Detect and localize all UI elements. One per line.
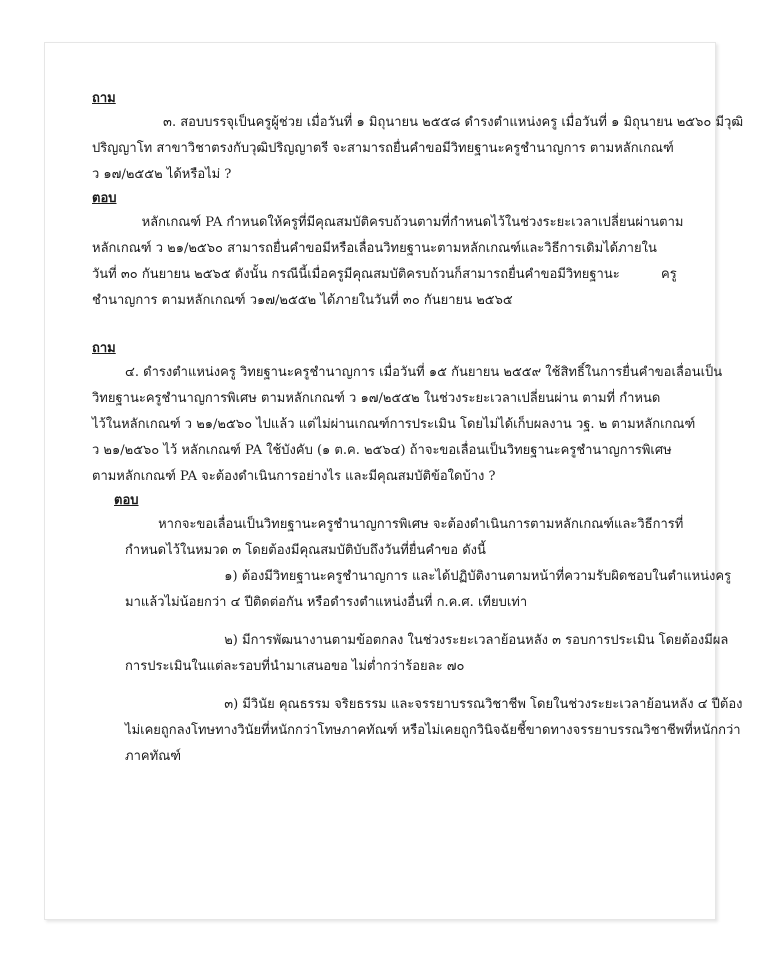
question-label: ถาม (92, 341, 116, 356)
answer-line: การประเมินในแต่ละรอบที่นำมาเสนอขอ ไม่ต่ำกว่าร้อยละ ๗๐ (92, 659, 465, 674)
answer-line: วันที่ ๓๐ กันยายน ๒๕๖๕ ดังนั้น กรณีนี้เมื่อครูมีคุณสมบัติครบถ้วนก็สามารถยื่นคำขอมีวิทยฐานะ ครู (92, 267, 677, 282)
question-line: วิทยฐานะครูชำนาญการพิเศษ ตามหลักเกณฑ์ ว ๑๗/๒๕๕๒ ในช่วงระยะเวลาเปลี่ยนผ่าน ตามที่ กำหนด (92, 391, 661, 406)
question-text (92, 110, 744, 188)
question-label: ถาม (92, 91, 116, 106)
answer-line: กำหนดไว้ในหมวด ๓ โดยต้องมีคุณสมบัติบับถึงวันที่ยื่นคำขอ ดังนี้ (92, 543, 486, 558)
answer-line: ไม่เคยถูกลงโทษทางวินัยที่หนักกว่าโทษภาคทัณฑ์ หรือไม่เคยถูกวินิจฉัยชี้ขาดทางจรรยาบรรณวิชาชีพที่หนักกว่า (92, 723, 741, 738)
answer-line: หลักเกณฑ์ ว ๒๑/๒๕๖๐ สามารถยื่นคำขอมีหรือเลื่อนวิทยฐานะตามหลักเกณฑ์และวิธีการเดิมได้ภายใน (92, 241, 657, 256)
qa-section-3 (92, 88, 744, 314)
answer-text (92, 210, 692, 314)
question-line: ปริญญาโท สาขาวิชาตรงกับวุฒิปริญญาตรี จะสามารถยื่นคำขอมีวิทยฐานะครูชำนาญการ ตามหลักเกณฑ์ (92, 141, 674, 156)
answer-line: ๓) มีวินัย คุณธรรม จริยธรรม และจรรยาบรรณวิชาชีพ โดยในช่วงระยะเวลาย้อนหลัง ๔ ปีต้อง (92, 697, 743, 712)
answer-line: ภาคทัณฑ์ (92, 749, 182, 764)
question-line: ว ๒๑/๒๕๖๐ ไว้ หลักเกณฑ์ PA ใช้บังคับ (๑ ต.ค. ๒๕๖๔) ถ้าจะขอเลื่อนเป็นวิทยฐานะครูชำนาญการพิเศษ (92, 443, 672, 458)
answer-label: ตอบ (92, 191, 117, 206)
answer-line: ๒) มีการพัฒนางานตามข้อตกลง ในช่วงระยะเวลาย้อนหลัง ๓ รอบการประเมิน โดยต้องมีผล (92, 633, 729, 648)
qa-section-4 (92, 338, 743, 770)
question-line: ๓. สอบบรรจุเป็นครูผู้ช่วย เมื่อวันที่ ๑ มิถุนายน ๒๕๕๘ ดำรงตำแหน่งครู เมื่อวันที่ ๑ มิถุนายน ๒๕๖๐ มีวุฒิ (130, 115, 744, 130)
answer-line: หากจะขอเลื่อนเป็นวิทยฐานะครูชำนาญการพิเศษ จะต้องดำเนินการตามหลักเกณฑ์และวิธีการที่ (92, 517, 684, 532)
answer-spacer (92, 680, 692, 692)
answer-line: ๑) ต้องมีวิทยฐานะครูชำนาญการ และได้ปฏิบัติงานตามหน้าที่ความรับผิดชอบในตำแหน่งครู (92, 569, 732, 584)
answer-line: หลักเกณฑ์ PA กำหนดให้ครูที่มีคุณสมบัติครบถ้วนตามที่กำหนดไว้ในช่วงระยะเวลาเปลี่ยนผ่านตาม (92, 215, 684, 230)
question-text (92, 360, 723, 490)
answer-label: ตอบ (114, 493, 139, 508)
question-line: ไว้ในหลักเกณฑ์ ว ๒๑/๒๕๖๐ ไปแล้ว แต่ไม่ผ่านเกณฑ์การประเมิน โดยไม่ได้เก็บผลงาน วฐ. ๒ ตามหลักเกณฑ์ (92, 417, 696, 432)
answer-line: มาแล้วไม่น้อยกว่า ๔ ปีติดต่อกัน หรือดำรงตำแหน่งอื่นที่ ก.ค.ศ. เทียบเท่า (92, 595, 528, 610)
question-line: ๔. ดำรงตำแหน่งครู วิทยฐานะครูชำนาญการ เมื่อวันที่ ๑๕ กันยายน ๒๕๕๙ ใช้สิทธิ์ในการยื่นคำขอเลื่อนเป็น (92, 365, 723, 380)
answer-line: ชำนาญการ ตามหลักเกณฑ์ ว๑๗/๒๕๕๒ ได้ภายในวันที่ ๓๐ กันยายน ๒๕๖๕ (92, 293, 513, 308)
answer-spacer (92, 616, 692, 628)
answer-text (92, 512, 743, 770)
question-line: ตามหลักเกณฑ์ PA จะต้องดำเนินการอย่างไร และมีคุณสมบัติข้อใดบ้าง ? (92, 469, 496, 484)
document-body (92, 88, 744, 770)
question-line: ว ๑๗/๒๕๕๒ ได้หรือไม่ ? (92, 167, 232, 182)
